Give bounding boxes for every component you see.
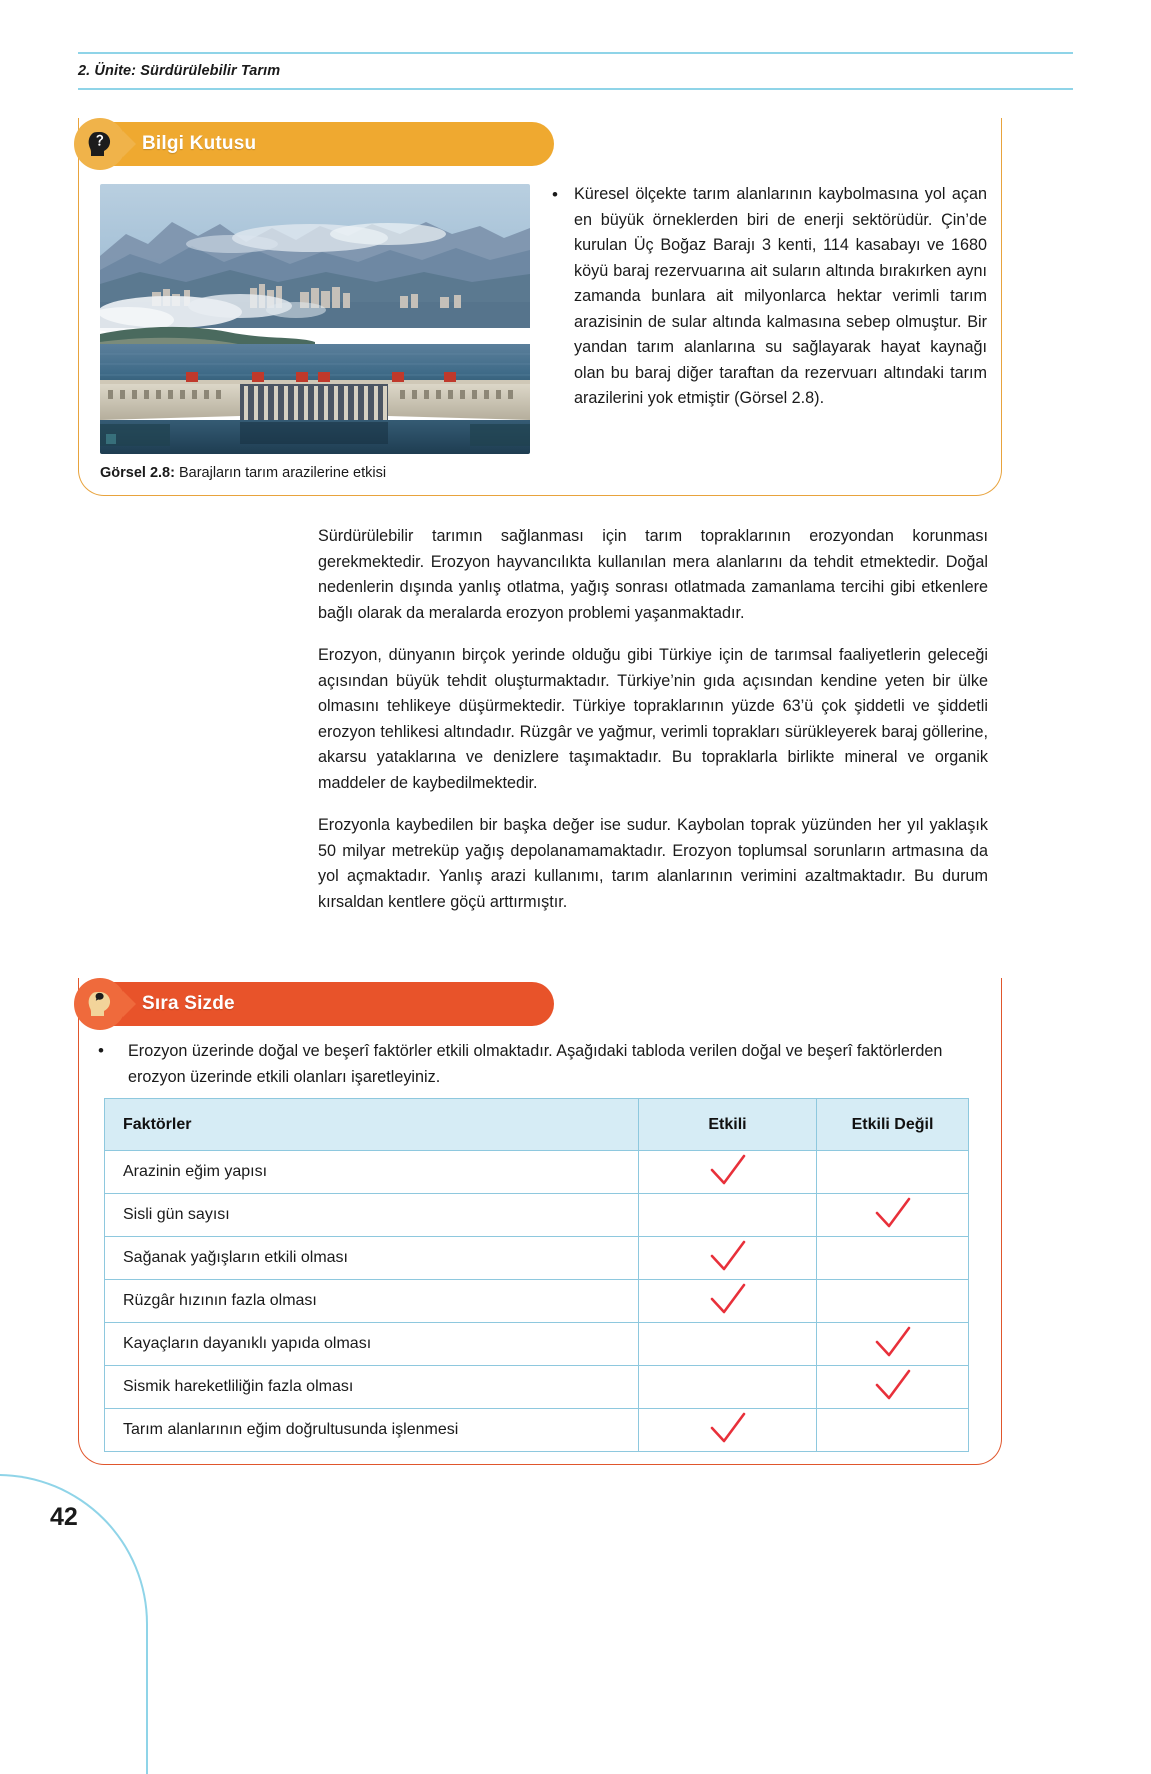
table-body: [105, 1151, 969, 1452]
etkili-checkbox-cell[interactable]: [639, 1366, 817, 1409]
check-mark-icon: [869, 1196, 917, 1230]
table-row: [105, 1366, 969, 1409]
etkili-checkbox-cell[interactable]: [639, 1280, 817, 1323]
etkili-degil-checkbox-cell[interactable]: [817, 1151, 969, 1194]
factor-name-cell: Tarım alanlarının eğim doğrultusunda işlenmesi: [105, 1409, 639, 1452]
etkili-degil-checkbox-cell[interactable]: [817, 1237, 969, 1280]
etkili-degil-checkbox-cell[interactable]: [817, 1280, 969, 1323]
page-number: 42: [50, 1503, 78, 1531]
check-mark-icon: [704, 1239, 752, 1273]
column-header-factor: Faktörler: [105, 1099, 639, 1151]
check-mark-icon: [704, 1411, 752, 1445]
etkili-degil-checkbox-cell[interactable]: [817, 1409, 969, 1452]
table-row: [105, 1237, 969, 1280]
etkili-degil-checkbox-cell[interactable]: [817, 1366, 969, 1409]
etkili-checkbox-cell[interactable]: [639, 1409, 817, 1452]
etkili-checkbox-cell[interactable]: [639, 1194, 817, 1237]
head-speech-icon: [74, 978, 126, 1030]
body-paragraph-3: Erozyonla kaybedilen bir başka değer ise sudur. Kaybolan toprak yüzünden her yıl yaklaşık 50 milyar metreküp yağış depolanamamaktadır. Erozyon toplumsal sorunların artmasına da yol açmaktadır. Yanlış arazi kullanımı, tarım alanlarının verimini azaltmaktadır. Bu durum kırsaldan kentlere göçü arttırmıştır.: [318, 816, 988, 911]
table-row: [105, 1194, 969, 1237]
dam-photo: [100, 184, 530, 454]
bilgi-kutusu-banner: [78, 122, 554, 166]
unit-title: 2. Ünite: Sürdürülebilir Tarım: [78, 63, 281, 79]
etkili-degil-checkbox-cell[interactable]: [817, 1323, 969, 1366]
column-header-etkili: Etkili: [639, 1099, 817, 1151]
figure-three-gorges-dam: [100, 184, 530, 454]
table-row: [105, 1323, 969, 1366]
body-paragraph-1: Sürdürülebilir tarımın sağlanması için tarım topraklarının erozyondan korunması gerekmektedir. Erozyon hayvancılıkta kullanılan mera alanlarını da tehdit etmektedir. Doğal nedenlerin dışında yanlış otlatma, yağış sonrası otlatmada zamanlama tercihi gibi etkenlere bağlı olarak da meralarda erozyon problemi yaşanmaktadır.: [318, 527, 988, 622]
table-row: [105, 1280, 969, 1323]
table-row: [105, 1151, 969, 1194]
head-question-icon: [74, 118, 126, 170]
column-header-etkili-degil: Etkili Değil: [817, 1099, 969, 1151]
factor-name-cell: Sisli gün sayısı: [105, 1194, 639, 1237]
body-paragraph-2: Erozyon, dünyanın birçok yerinde olduğu gibi Türkiye için de tarımsal faaliyetlerin geleceği açısından büyük tehdit oluşturmaktadır. Türkiye’nin gıda açısından kendine yeten bir ülke olmasını tehlikeye düşürmektedir. Türkiye topraklarının yüzde 63’ü çok şiddetli ve şiddetli erozyon tehlikesi altındadır. Rüzgâr ve yağmur, verimli toprakları sürükleyerek baraj göllerine, akarsu yataklarına ve denizlere taşımaktadır. Bu topraklarla birlikte mineral ve organik maddeler de kaybedilmektedir.: [318, 646, 988, 792]
etkili-checkbox-cell[interactable]: [639, 1151, 817, 1194]
table-row: [105, 1409, 969, 1452]
list-item: [552, 182, 987, 412]
factors-table: [104, 1098, 969, 1452]
check-mark-icon: [704, 1282, 752, 1316]
etkili-degil-checkbox-cell[interactable]: [817, 1194, 969, 1237]
figure-caption-label: Görsel 2.8:: [100, 465, 175, 481]
body-copy: [318, 524, 988, 915]
bullet-marker: •: [98, 1041, 104, 1060]
check-mark-icon: [704, 1153, 752, 1187]
factor-name-cell: Sismik hareketliliğin fazla olması: [105, 1366, 639, 1409]
check-mark-icon: [869, 1368, 917, 1402]
sira-sizde-label: Sıra Sizde: [142, 993, 235, 1014]
check-mark-icon: [869, 1325, 917, 1359]
factor-name-cell: Arazinin eğim yapısı: [105, 1151, 639, 1194]
factor-name-cell: Rüzgâr hızının fazla olması: [105, 1280, 639, 1323]
bullet-marker: •: [552, 185, 558, 204]
figure-caption-text: Barajların tarım arazilerine etkisi: [174, 465, 387, 481]
sira-sizde-task: [98, 1038, 988, 1090]
etkili-checkbox-cell[interactable]: [639, 1237, 817, 1280]
sira-sizde-task-text: Erozyon üzerinde doğal ve beşerî faktörler etkili olmaktadır. Aşağıdaki tabloda verilen doğal ve beşerî faktörlerden erozyon üzerinde etkili olanları işaretleyiniz.: [128, 1042, 943, 1086]
page-header: [78, 52, 1073, 90]
figure-caption: [100, 465, 570, 481]
table-header-row: [105, 1099, 969, 1151]
bilgi-kutusu-bullets: [552, 182, 987, 412]
bilgi-kutusu-label: Bilgi Kutusu: [142, 133, 257, 154]
factor-name-cell: Sağanak yağışların etkili olması: [105, 1237, 639, 1280]
etkili-checkbox-cell[interactable]: [639, 1323, 817, 1366]
factor-name-cell: Kayaçların dayanıklı yapıda olması: [105, 1323, 639, 1366]
bilgi-kutusu-bullet-text: Küresel ölçekte tarım alanlarının kaybolmasına yol açan en büyük örneklerden biri de enerji sektörüdür. Çin’de kurulan Üç Boğaz Barajı 3 kenti, 114 kasabayı ve 1680 köyü baraj rezervuarına ait suların altında bırakırken aynı zamanda bunlara ait milyonlarca hektar verimli tarım arazisinin de sular altında kalmasına sebep olmuştur. Bir yandan tarım alanlarına su sağlayarak hayat kaynağı olan bu baraj diğer taraftan da rezervuarı altındaki tarım arazilerini yok etmiştir (Görsel 2.8).: [574, 185, 987, 407]
sira-sizde-banner: [78, 982, 554, 1026]
